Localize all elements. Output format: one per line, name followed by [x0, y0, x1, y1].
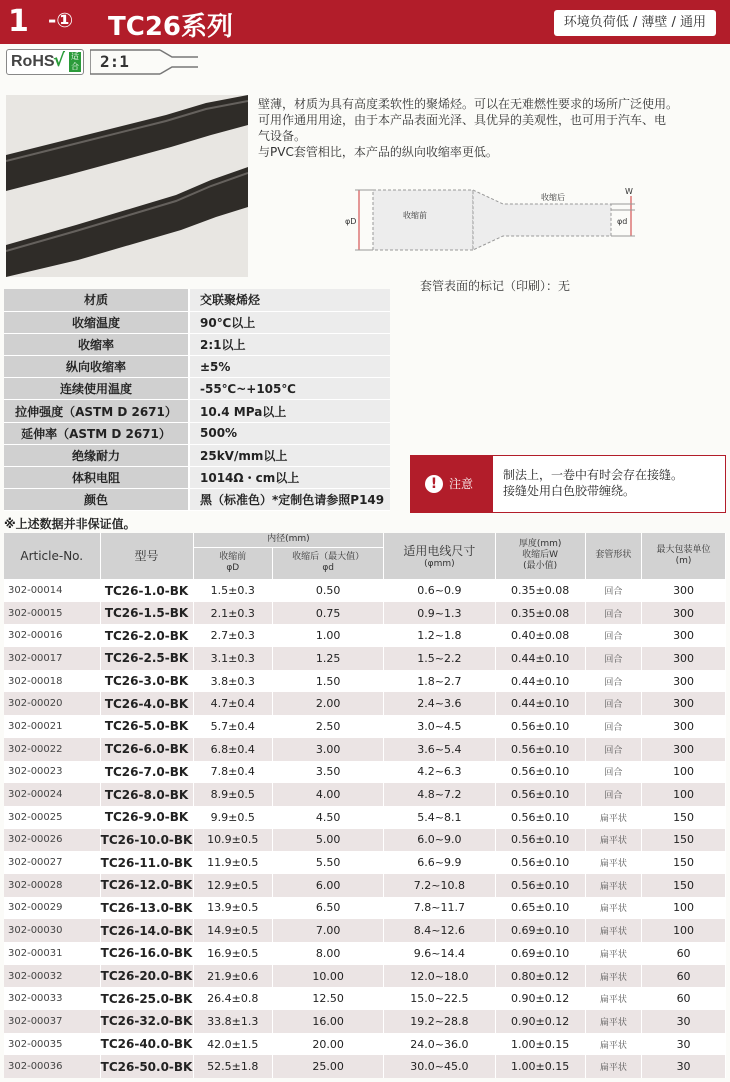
cell-diameter-before: 3.8±0.3	[193, 670, 273, 693]
cell-thickness: 0.56±0.10	[495, 851, 585, 874]
cell-shape: 扁平状	[585, 829, 641, 852]
cell-diameter-after: 6.00	[273, 874, 384, 897]
cell-article-no: 302-00035	[4, 1033, 100, 1056]
spec-row	[4, 333, 390, 355]
spec-value: 25kV/mm以上	[189, 444, 390, 466]
spec-key: 连续使用温度	[4, 378, 189, 400]
cell-shape: 回合	[585, 602, 641, 625]
ratio-text: 2:1	[100, 52, 129, 71]
cell-wire-size: 7.8~11.7	[384, 897, 495, 920]
cell-thickness: 0.44±0.10	[495, 670, 585, 693]
table-row	[4, 874, 726, 897]
cell-wire-size: 3.0~4.5	[384, 715, 495, 738]
spec-row	[4, 400, 390, 422]
cell-model: TC26-11.0-BK	[100, 851, 193, 874]
cell-pack-unit: 300	[642, 670, 726, 693]
cell-pack-unit: 60	[642, 942, 726, 965]
col-before	[193, 547, 273, 579]
note-label: 注意	[449, 477, 474, 491]
cell-diameter-after: 10.00	[273, 965, 384, 988]
col-article: Article-No.	[4, 533, 100, 579]
cell-article-no: 302-00033	[4, 987, 100, 1010]
cell-diameter-before: 8.9±0.5	[193, 783, 273, 806]
cell-shape: 回合	[585, 738, 641, 761]
spec-row	[4, 489, 390, 511]
note-label-area	[411, 456, 493, 512]
cell-thickness: 0.56±0.10	[495, 829, 585, 852]
cell-model: TC26-5.0-BK	[100, 715, 193, 738]
cell-pack-unit: 100	[642, 919, 726, 942]
cell-thickness: 0.56±0.10	[495, 715, 585, 738]
cell-pack-unit: 60	[642, 965, 726, 988]
cell-diameter-before: 10.9±0.5	[193, 829, 273, 852]
cell-diameter-after: 1.00	[273, 624, 384, 647]
cell-pack-unit: 30	[642, 1010, 726, 1033]
cell-article-no: 302-00021	[4, 715, 100, 738]
col-model: 型号	[100, 533, 193, 579]
cell-diameter-after: 20.00	[273, 1033, 384, 1056]
cell-diameter-after: 8.00	[273, 942, 384, 965]
cell-diameter-after: 25.00	[273, 1055, 384, 1078]
cell-diameter-before: 6.8±0.4	[193, 738, 273, 761]
cell-model: TC26-13.0-BK	[100, 897, 193, 920]
cell-pack-unit: 60	[642, 987, 726, 1010]
cell-wire-size: 4.2~6.3	[384, 761, 495, 784]
col-thickness-min: (最小值)	[523, 561, 558, 572]
cell-model: TC26-14.0-BK	[100, 919, 193, 942]
cell-wire-size: 8.4~12.6	[384, 919, 495, 942]
col-after-sym: φd	[322, 563, 334, 573]
cell-article-no: 302-00014	[4, 579, 100, 602]
cell-pack-unit: 300	[642, 624, 726, 647]
cell-wire-size: 4.8~7.2	[384, 783, 495, 806]
cell-shape: 扁平状	[585, 987, 641, 1010]
cell-wire-size: 30.0~45.0	[384, 1055, 495, 1078]
cell-pack-unit: 30	[642, 1055, 726, 1078]
cell-pack-unit: 300	[642, 692, 726, 715]
cell-diameter-after: 7.00	[273, 919, 384, 942]
cell-article-no: 302-00026	[4, 829, 100, 852]
cell-thickness: 0.90±0.12	[495, 987, 585, 1010]
cell-pack-unit: 30	[642, 1033, 726, 1056]
spec-key: 收缩率	[4, 333, 189, 355]
cell-wire-size: 9.6~14.4	[384, 942, 495, 965]
cell-thickness: 0.56±0.10	[495, 806, 585, 829]
col-before-label: 收缩前	[219, 552, 247, 562]
description-line: 与PVC套管相比，本产品的纵向收缩率更低。	[258, 145, 498, 159]
table-row	[4, 761, 726, 784]
cell-diameter-before: 26.4±0.8	[193, 987, 273, 1010]
cell-shape: 扁平状	[585, 1033, 641, 1056]
cell-diameter-before: 2.1±0.3	[193, 602, 273, 625]
cell-pack-unit: 300	[642, 647, 726, 670]
cell-diameter-after: 0.75	[273, 602, 384, 625]
cell-diameter-before: 14.9±0.5	[193, 919, 273, 942]
cell-diameter-before: 9.9±0.5	[193, 806, 273, 829]
cell-pack-unit: 150	[642, 829, 726, 852]
cell-diameter-before: 5.7±0.4	[193, 715, 273, 738]
table-row	[4, 783, 726, 806]
diagram-D-label: φD	[345, 217, 357, 226]
table-row	[4, 919, 726, 942]
note-line: 制法上，一卷中有时会存在接缝。	[503, 468, 684, 482]
cell-wire-size: 6.0~9.0	[384, 829, 495, 852]
diagram-w-label: W	[625, 187, 633, 196]
cell-diameter-after: 3.50	[273, 761, 384, 784]
cell-pack-unit: 300	[642, 602, 726, 625]
cell-thickness: 0.40±0.08	[495, 624, 585, 647]
spec-row	[4, 311, 390, 333]
cell-thickness: 0.44±0.10	[495, 647, 585, 670]
col-thickness-label: 厚度(mm)	[518, 539, 562, 550]
cell-diameter-after: 2.50	[273, 715, 384, 738]
cell-diameter-after: 1.25	[273, 647, 384, 670]
feature-tag: 环境负荷低 / 薄壁 / 通用	[554, 10, 716, 36]
cell-wire-size: 0.6~0.9	[384, 579, 495, 602]
cell-wire-size: 5.4~8.1	[384, 806, 495, 829]
cell-diameter-before: 12.9±0.5	[193, 874, 273, 897]
cell-model: TC26-12.0-BK	[100, 874, 193, 897]
cell-shape: 扁平状	[585, 942, 641, 965]
table-row	[4, 624, 726, 647]
cell-wire-size: 2.4~3.6	[384, 692, 495, 715]
product-table	[4, 533, 726, 1078]
cell-thickness: 0.90±0.12	[495, 1010, 585, 1033]
col-after-label: 收缩后（最大值）	[292, 552, 365, 562]
cell-wire-size: 0.9~1.3	[384, 602, 495, 625]
col-wire-size-label: 适用电线尺寸	[403, 544, 476, 559]
cell-article-no: 302-00022	[4, 738, 100, 761]
cell-model: TC26-1.5-BK	[100, 602, 193, 625]
section-number: 1	[8, 4, 29, 39]
marking-info: 套管表面的标记（印刷）：无	[420, 279, 571, 293]
table-row	[4, 897, 726, 920]
spec-key: 收缩温度	[4, 311, 189, 333]
table-row	[4, 692, 726, 715]
cell-diameter-after: 5.00	[273, 829, 384, 852]
cell-diameter-before: 52.5±1.8	[193, 1055, 273, 1078]
cell-diameter-after: 4.50	[273, 806, 384, 829]
cell-diameter-before: 2.7±0.3	[193, 624, 273, 647]
cell-wire-size: 15.0~22.5	[384, 987, 495, 1010]
cell-article-no: 302-00024	[4, 783, 100, 806]
cell-diameter-before: 1.5±0.3	[193, 579, 273, 602]
cell-pack-unit: 150	[642, 851, 726, 874]
cell-diameter-before: 33.8±1.3	[193, 1010, 273, 1033]
cell-diameter-after: 6.50	[273, 897, 384, 920]
spec-table	[4, 289, 390, 511]
cell-shape: 扁平状	[585, 919, 641, 942]
cell-thickness: 1.00±0.15	[495, 1055, 585, 1078]
description-line: 气设备。	[258, 129, 307, 143]
table-row	[4, 1055, 726, 1078]
cell-pack-unit: 150	[642, 806, 726, 829]
cell-diameter-before: 7.8±0.4	[193, 761, 273, 784]
cell-article-no: 302-00018	[4, 670, 100, 693]
cell-thickness: 0.44±0.10	[495, 692, 585, 715]
rohs-text: RoHS	[11, 53, 55, 70]
col-after	[273, 547, 384, 579]
table-row	[4, 579, 726, 602]
cell-model: TC26-2.0-BK	[100, 624, 193, 647]
product-photo	[6, 95, 248, 277]
rohs-badge	[6, 49, 84, 75]
spec-key: 拉伸强度（ASTM D 2671）	[4, 400, 189, 422]
cell-thickness: 0.56±0.10	[495, 738, 585, 761]
ratio-badge	[90, 48, 200, 76]
cell-shape: 扁平状	[585, 1010, 641, 1033]
cell-model: TC26-6.0-BK	[100, 738, 193, 761]
cell-diameter-before: 21.9±0.6	[193, 965, 273, 988]
cell-diameter-before: 13.9±0.5	[193, 897, 273, 920]
shrink-diagram	[335, 180, 665, 270]
cell-wire-size: 1.8~2.7	[384, 670, 495, 693]
cell-pack-unit: 100	[642, 897, 726, 920]
cell-thickness: 0.56±0.10	[495, 783, 585, 806]
cell-diameter-before: 11.9±0.5	[193, 851, 273, 874]
cell-pack-unit: 100	[642, 761, 726, 784]
cell-shape: 回合	[585, 624, 641, 647]
spec-value: 2:1以上	[189, 333, 390, 355]
spec-row	[4, 422, 390, 444]
col-before-sym: φD	[226, 563, 240, 573]
cell-thickness: 0.35±0.08	[495, 602, 585, 625]
col-wire-size	[384, 533, 495, 579]
spec-key: 绝缘耐力	[4, 444, 189, 466]
cell-thickness: 1.00±0.15	[495, 1033, 585, 1056]
spec-row	[4, 378, 390, 400]
table-row	[4, 942, 726, 965]
cell-model: TC26-8.0-BK	[100, 783, 193, 806]
section-sub-number: -①	[48, 8, 74, 32]
cell-shape: 扁平状	[585, 851, 641, 874]
table-row	[4, 806, 726, 829]
page-header	[0, 0, 730, 44]
cell-wire-size: 1.5~2.2	[384, 647, 495, 670]
cell-wire-size: 24.0~36.0	[384, 1033, 495, 1056]
cell-diameter-after: 12.50	[273, 987, 384, 1010]
col-pack-unit: (m)	[675, 555, 692, 566]
cell-model: TC26-16.0-BK	[100, 942, 193, 965]
spec-value: 1014Ω・cm以上	[189, 467, 390, 489]
cell-diameter-before: 16.9±0.5	[193, 942, 273, 965]
cell-diameter-before: 4.7±0.4	[193, 692, 273, 715]
cell-shape: 回合	[585, 715, 641, 738]
cell-shape: 扁平状	[585, 874, 641, 897]
cell-thickness: 0.69±0.10	[495, 919, 585, 942]
cell-pack-unit: 100	[642, 783, 726, 806]
cell-diameter-after: 1.50	[273, 670, 384, 693]
diagram-before-label: 收缩前	[403, 211, 427, 220]
col-pack-label: 最大包装单位	[656, 544, 711, 555]
col-shape: 套管形状	[585, 533, 641, 579]
cell-diameter-after: 5.50	[273, 851, 384, 874]
diagram-d-label: φd	[617, 217, 628, 226]
spec-value: 10.4 MPa以上	[189, 400, 390, 422]
col-pack	[642, 533, 726, 579]
cell-diameter-after: 16.00	[273, 1010, 384, 1033]
cell-article-no: 302-00015	[4, 602, 100, 625]
table-row	[4, 715, 726, 738]
table-row	[4, 738, 726, 761]
table-row	[4, 602, 726, 625]
cell-shape: 回合	[585, 692, 641, 715]
cell-shape: 回合	[585, 761, 641, 784]
cell-model: TC26-32.0-BK	[100, 1010, 193, 1033]
cell-shape: 回合	[585, 647, 641, 670]
cell-wire-size: 19.2~28.8	[384, 1010, 495, 1033]
cell-thickness: 0.56±0.10	[495, 761, 585, 784]
product-description	[258, 96, 718, 160]
spec-row	[4, 356, 390, 378]
page-title: TC26系列	[108, 12, 233, 42]
cell-model: TC26-20.0-BK	[100, 965, 193, 988]
spec-value: 交联聚烯烃	[189, 289, 390, 311]
spec-key: 颜色	[4, 489, 189, 511]
cell-diameter-before: 42.0±1.5	[193, 1033, 273, 1056]
spec-row	[4, 467, 390, 489]
cell-wire-size: 6.6~9.9	[384, 851, 495, 874]
cell-article-no: 302-00020	[4, 692, 100, 715]
cell-wire-size: 12.0~18.0	[384, 965, 495, 988]
cell-article-no: 302-00017	[4, 647, 100, 670]
cell-diameter-before: 3.1±0.3	[193, 647, 273, 670]
diagram-after-label: 收缩后	[541, 193, 565, 202]
cell-pack-unit: 300	[642, 579, 726, 602]
cell-diameter-after: 3.00	[273, 738, 384, 761]
cell-thickness: 0.56±0.10	[495, 874, 585, 897]
cell-model: TC26-2.5-BK	[100, 647, 193, 670]
cell-model: TC26-7.0-BK	[100, 761, 193, 784]
description-line: 可用作通用用途，由于本产品表面光泽、具优异的美观性，也可用于汽车、电	[258, 113, 667, 127]
cell-article-no: 302-00030	[4, 919, 100, 942]
description-line: 壁薄，材质为具有高度柔软性的聚烯烃。可以在无难燃性要求的场所广泛使用。	[258, 97, 679, 111]
spec-key: 材质	[4, 289, 189, 311]
cell-wire-size: 7.2~10.8	[384, 874, 495, 897]
cell-article-no: 302-00028	[4, 874, 100, 897]
table-row	[4, 1010, 726, 1033]
table-row	[4, 829, 726, 852]
cell-shape: 回合	[585, 783, 641, 806]
table-row	[4, 670, 726, 693]
note-text	[503, 467, 683, 499]
disclaimer: ※上述数据并非保证值。	[4, 517, 136, 531]
spec-value: 500%	[189, 422, 390, 444]
note-box	[410, 455, 726, 513]
cell-shape: 扁平状	[585, 1055, 641, 1078]
cell-wire-size: 3.6~5.4	[384, 738, 495, 761]
cell-thickness: 0.69±0.10	[495, 942, 585, 965]
spec-value: 90℃以上	[189, 311, 390, 333]
cell-model: TC26-50.0-BK	[100, 1055, 193, 1078]
spec-value: ±5%	[189, 356, 390, 378]
warning-icon: !	[425, 475, 443, 493]
col-inner-diameter: 内径(mm)	[193, 533, 384, 547]
cell-model: TC26-9.0-BK	[100, 806, 193, 829]
table-row	[4, 851, 726, 874]
spec-row	[4, 444, 390, 466]
table-row	[4, 987, 726, 1010]
rohs-suffix: 适合	[71, 52, 79, 71]
spec-key: 延伸率（ASTM D 2671）	[4, 422, 189, 444]
cell-shape: 回合	[585, 670, 641, 693]
cell-shape: 扁平状	[585, 965, 641, 988]
cell-model: TC26-3.0-BK	[100, 670, 193, 693]
note-line: 接缝处用白色胶带缠绕。	[503, 484, 636, 498]
cell-article-no: 302-00027	[4, 851, 100, 874]
cell-model: TC26-25.0-BK	[100, 987, 193, 1010]
cell-model: TC26-4.0-BK	[100, 692, 193, 715]
cell-diameter-after: 4.00	[273, 783, 384, 806]
cell-article-no: 302-00029	[4, 897, 100, 920]
cell-article-no: 302-00037	[4, 1010, 100, 1033]
spec-value: -55℃~+105℃	[189, 378, 390, 400]
col-thickness-sub: 收缩后W	[522, 550, 559, 561]
col-thickness	[495, 533, 585, 579]
spec-key: 纵向收缩率	[4, 356, 189, 378]
cell-model: TC26-10.0-BK	[100, 829, 193, 852]
cell-pack-unit: 300	[642, 715, 726, 738]
cell-article-no: 302-00016	[4, 624, 100, 647]
cell-article-no: 302-00032	[4, 965, 100, 988]
cell-wire-size: 1.2~1.8	[384, 624, 495, 647]
cell-shape: 回合	[585, 579, 641, 602]
col-wire-size-unit: (φmm)	[424, 559, 455, 570]
spec-row	[4, 289, 390, 311]
cell-model: TC26-1.0-BK	[100, 579, 193, 602]
cell-article-no: 302-00031	[4, 942, 100, 965]
cell-shape: 扁平状	[585, 806, 641, 829]
cell-thickness: 0.65±0.10	[495, 897, 585, 920]
cell-pack-unit: 300	[642, 738, 726, 761]
cell-thickness: 0.35±0.08	[495, 579, 585, 602]
table-row	[4, 965, 726, 988]
cell-diameter-after: 0.50	[273, 579, 384, 602]
cell-article-no: 302-00023	[4, 761, 100, 784]
table-row	[4, 1033, 726, 1056]
cell-shape: 扁平状	[585, 897, 641, 920]
cell-thickness: 0.80±0.12	[495, 965, 585, 988]
spec-value: 黑（标准色）*定制色请参照P149	[189, 489, 390, 511]
check-icon: √	[53, 50, 66, 71]
cell-article-no: 302-00036	[4, 1055, 100, 1078]
cell-article-no: 302-00025	[4, 806, 100, 829]
cell-diameter-after: 2.00	[273, 692, 384, 715]
cell-model: TC26-40.0-BK	[100, 1033, 193, 1056]
table-row	[4, 647, 726, 670]
spec-key: 体积电阻	[4, 467, 189, 489]
cell-pack-unit: 150	[642, 874, 726, 897]
